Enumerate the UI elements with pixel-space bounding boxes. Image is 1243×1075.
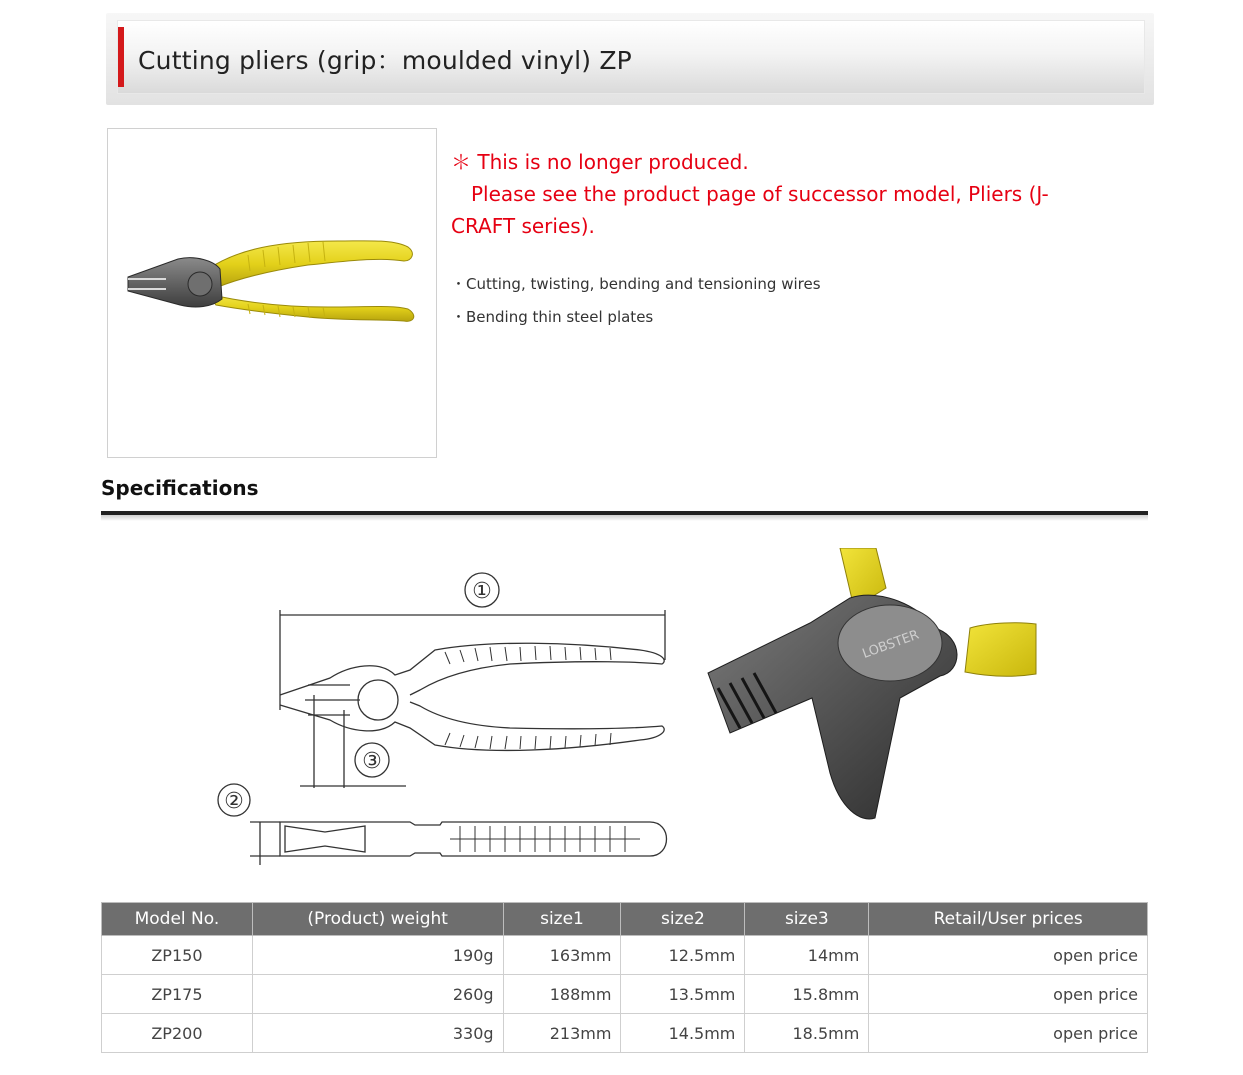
page-header	[106, 13, 1154, 105]
feature-item: ・Bending thin steel plates	[451, 308, 654, 326]
specifications-divider-shadow	[101, 515, 1148, 521]
cell-model: ZP150	[102, 936, 253, 975]
cell-price: open price	[869, 1014, 1148, 1053]
specifications-heading: Specifications	[101, 476, 259, 500]
feature-list	[451, 268, 821, 334]
column-header-price: Retail/User prices	[869, 903, 1148, 936]
page-title: Cutting pliers (grip：moulded vinyl) ZP	[138, 46, 632, 75]
table-row	[102, 1014, 1148, 1053]
cell-size3: 14mm	[745, 936, 869, 975]
column-header-size2: size2	[621, 903, 745, 936]
cell-size2: 14.5mm	[621, 1014, 745, 1053]
product-photo	[107, 128, 437, 458]
cell-weight: 190g	[252, 936, 503, 975]
cell-weight: 330g	[252, 1014, 503, 1053]
cell-size2: 13.5mm	[621, 975, 745, 1014]
dimension-label-2: ②	[224, 789, 244, 814]
table-row	[102, 936, 1148, 975]
column-header-size1: size1	[503, 903, 621, 936]
cell-weight: 260g	[252, 975, 503, 1014]
column-header-size3: size3	[745, 903, 869, 936]
feature-item: ・Cutting, twisting, bending and tensioning wires	[451, 275, 821, 293]
column-header-model: Model No.	[102, 903, 253, 936]
closeup-brand-marking: LOBSTER	[860, 627, 922, 662]
table-header-row	[102, 903, 1148, 936]
cell-size2: 12.5mm	[621, 936, 745, 975]
cell-model: ZP200	[102, 1014, 253, 1053]
discontinued-notice	[451, 146, 1141, 242]
notice-line-3[interactable]: CRAFT series).	[451, 214, 595, 238]
cell-price: open price	[869, 975, 1148, 1014]
page-header-panel	[118, 21, 1144, 93]
specifications-table	[101, 902, 1148, 1053]
cell-size1: 188mm	[503, 975, 621, 1014]
dimension-label-1: ①	[472, 579, 492, 604]
cell-model: ZP175	[102, 975, 253, 1014]
notice-line-1: ＊ This is no longer produced.	[451, 150, 749, 174]
header-accent-bar	[118, 27, 124, 87]
table-row	[102, 975, 1148, 1014]
notice-line-2[interactable]: Please see the product page of successor model, Pliers (J-	[451, 182, 1049, 206]
pliers-head-closeup	[700, 548, 1040, 828]
dimension-label-3: ③	[362, 749, 382, 774]
cell-price: open price	[869, 936, 1148, 975]
cell-size1: 213mm	[503, 1014, 621, 1053]
cell-size3: 18.5mm	[745, 1014, 869, 1053]
cell-size1: 163mm	[503, 936, 621, 975]
column-header-weight: (Product) weight	[252, 903, 503, 936]
pliers-photo-image	[108, 129, 436, 457]
cell-size3: 15.8mm	[745, 975, 869, 1014]
dimension-drawing	[210, 560, 680, 870]
